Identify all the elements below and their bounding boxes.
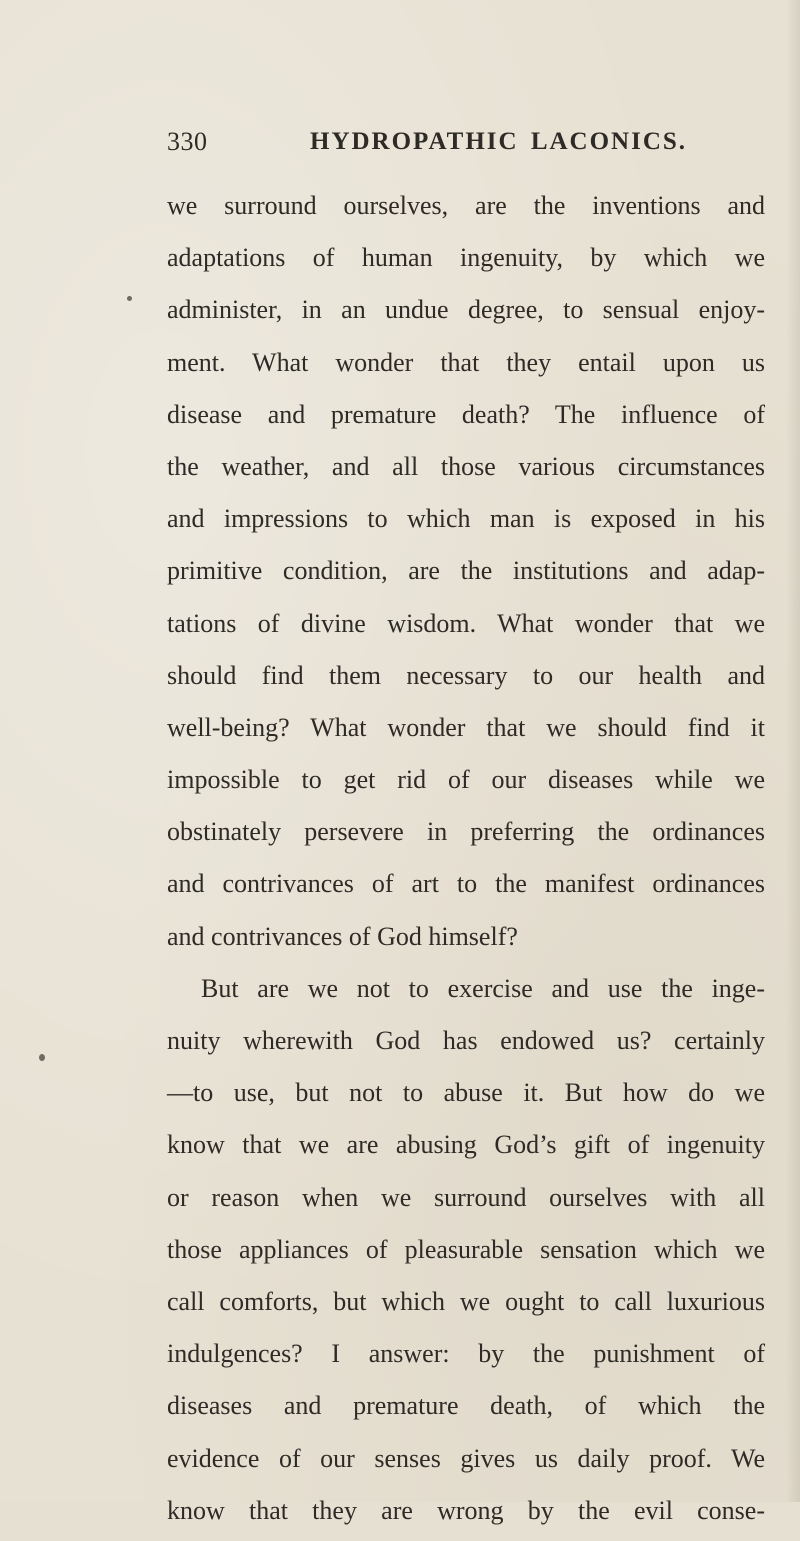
text-line: well-being? What wonder that we should find it xyxy=(167,712,765,742)
paper-speck xyxy=(39,1054,45,1061)
text-line: —to use, but not to abuse it. But how do we xyxy=(167,1078,765,1108)
text-line: those appliances of pleasurable sensation which we xyxy=(167,1234,765,1264)
text-line: evidence of our senses gives us daily proof. We xyxy=(167,1443,765,1473)
paragraph-end-line: and contrivances of God himself? xyxy=(167,921,518,951)
text-line: diseases and premature death, of which the xyxy=(167,1391,765,1421)
text-line: and contrivances of art to the manifest ordinances xyxy=(167,869,765,899)
text-line: adaptations of human ingenuity, by which we xyxy=(167,243,765,273)
text-line: primitive condition, are the institutions and adap- xyxy=(167,556,765,586)
text-line: obstinately persevere in preferring the ordinances xyxy=(167,817,765,847)
text-line: and impressions to which man is exposed in his xyxy=(167,504,765,534)
paper-speck xyxy=(127,296,132,301)
text-line: we surround ourselves, are the inventions and xyxy=(167,191,765,220)
text-line: indulgences? I answer: by the punishment of xyxy=(167,1339,765,1369)
text-line: call comforts, but which we ought to call luxurious xyxy=(167,1286,765,1316)
paragraph-start-line: But are we not to exercise and use the inge- xyxy=(201,973,765,1003)
text-line: administer, in an undue degree, to sensual enjoy- xyxy=(167,295,765,325)
text-line: disease and premature death? The influence of xyxy=(167,399,765,429)
page-edge-shadow xyxy=(786,0,800,1502)
text-line: know that we are abusing God’s gift of ingenuity xyxy=(167,1130,765,1160)
running-title: HYDROPATHIC LACONICS. xyxy=(310,128,688,155)
text-line: tations of divine wisdom. What wonder that we xyxy=(167,608,765,638)
body-text xyxy=(167,184,765,1541)
text-line: the weather, and all those various circumstances xyxy=(167,451,765,481)
text-line: nuity wherewith God has endowed us? certainly xyxy=(167,1026,765,1055)
text-line: know that they are wrong by the evil conse- xyxy=(167,1495,765,1525)
text-line: ment. What wonder that they entail upon us xyxy=(167,347,765,377)
page-number: 330 xyxy=(167,127,208,156)
running-head xyxy=(167,122,767,162)
text-line: impossible to get rid of our diseases while we xyxy=(167,765,765,795)
text-line: should find them necessary to our health and xyxy=(167,660,765,690)
text-line: or reason when we surround ourselves with all xyxy=(167,1182,765,1212)
